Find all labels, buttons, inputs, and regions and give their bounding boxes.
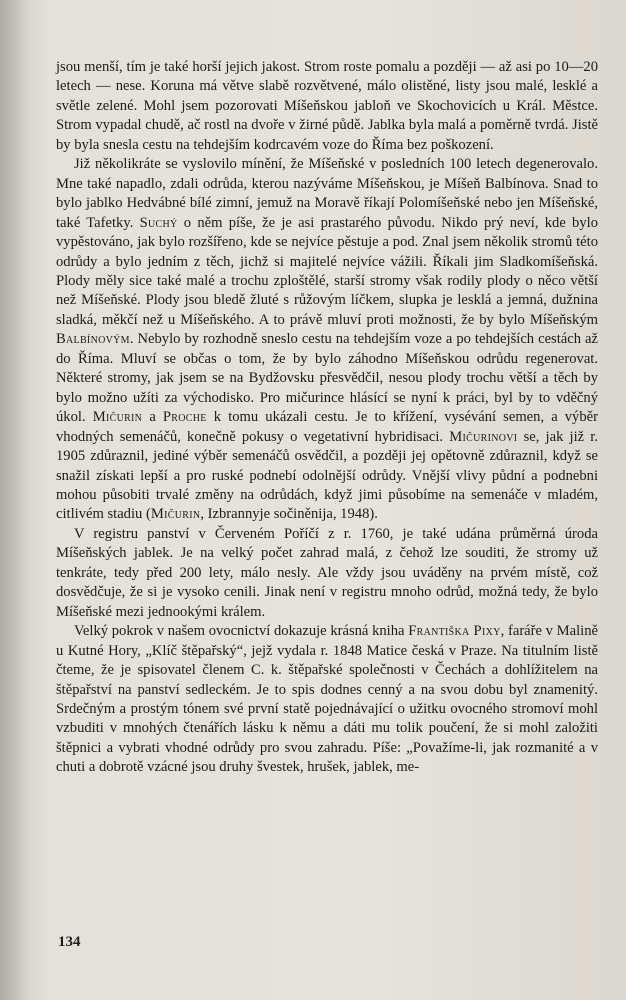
text-run: a <box>142 409 163 426</box>
text-run: , Izbrannyje sočiněnija, 1948). <box>200 506 378 523</box>
paragraph <box>56 622 598 778</box>
body-text <box>56 58 598 778</box>
small-caps-name: Mičurinovi <box>449 428 518 445</box>
paragraph <box>56 155 598 525</box>
page-gutter-shadow <box>0 0 30 1000</box>
paragraph <box>56 525 598 622</box>
small-caps-name: Proche <box>162 409 207 426</box>
page-number: 134 <box>58 934 81 950</box>
paragraph <box>56 58 598 155</box>
text-run: Již několikráte se vyslovilo mínění, že Míšeňské v posledních 100 letech degenerovalo. Mne také napadlo, zdali odrůda, kterou nazýváme Míšeňskou, je Míšeň Balbínova. Snad to bylo jablko Hedvábné bílé zimní, jemuž na Moravě říkají Polomíšeňské nebo jen Míšeňské, také Tafetky. <box>56 156 598 231</box>
text-run: jsou menší, tím je také horší jejich jakost. Strom roste pomalu a později — až asi po 10—20 letech — nese. Koruna má větve slabě rozvětvené, málo olistěné, listy jsou malé, lesklé a světle zelené. Mohl jsem pozorovati Míšeňskou jabloň ve Skochovicích u Král. Městce. Strom vypadal chudě, ač rostl na dvoře v žirné půdě. Jablka byla malá a poměrně tvrdá. Jistě by byla snesla cestu na tehdejším kodrcavém voze do Říma bez poškození. <box>56 59 598 153</box>
text-run: . Nebylo by rozhodně sneslo cestu na tehdejším voze a po tehdejších cestách až do Říma. Mluví se občas o tom, že by bylo záhodno Míšeňskou odrůdu regenerovat. Některé stromy, jak jsem se na Bydžovsku přesvědčil, nesou plody trochu větší a těch by bylo možno užíti za východisko. Pro mičurince hlásící se nyní k práci, byl by to vděčný úkol. <box>56 331 598 426</box>
small-caps-name: Mičurin <box>150 506 201 523</box>
small-caps-name: Suchý <box>139 214 178 231</box>
text-run: o něm píše, že je asi prastarého původu. Nikdo prý neví, kde bylo vypěstováno, jak bylo rozšířeno, kde se nejvíce pěstuje a pod. Znal jsem několik stromů této odrůdy a bylo jedním z těch, jichž si majitelé nejvíce vážili. Říkali jim Sladkomíšeňská. Plody měly sice také malé a trochu zploštělé, starší stromy však rodily plody o něco větší než Míšeňské. Plody jsou bledě žluté s růžovým líčkem, slupka je lesklá a jemná, dužnina sladká, měkčí než u Míšeňského. A to právě mluví proti možnosti, že by bylo Míšeňským <box>56 214 598 328</box>
text-run: se, jak již r. 1905 zdůraznil, jediné výběr semenáčů osvědčil, a později jej opětovně zdůraznil, když se snažil získati lepší a pro ruské podnebí odolnější odrůdy. Vnější vlivy půdní a podnebni mohou působiti trvalé změny na odrůdách, když jimi působíme na semenáče v mladém, citlivém stadiu ( <box>56 428 598 523</box>
small-caps-name: Mičurin <box>92 409 143 426</box>
text-run: V registru panství v Červeném Poříčí z r. 1760, je také udána průměrná úroda Míšeňských jablek. Je na velký počet zahrad malá, z čehož lze souditi, že stromy už tenkráte, tedy před 200 lety, málo nesly. Ale vždy jsou uváděny na prvém místě, což dosvědčuje, že si je vysoko cenili. Jinak není v registru mnoho odrůd, možná tedy, že bylo Míšeňské mezi jednookými králem. <box>56 525 598 620</box>
text-run: , faráře v Malině u Kutné Hory, „Klíč štěpařský“, jejž vydala r. 1848 Matice česká v Praze. Na titulním listě čteme, že je spisovatel členem C. k. štěpařské společnosti v Čechách a dohlížitelem na štěpařství na panství sedleckém. Je to spis dodnes cenný a na svou dobu byl znamenitý. Srdečným a prostým tónem své první statě pojednávající o užitku ovocného stromoví mohl vzbuditi v mnohých čtenářích lásku k němu a dáti mu tolik poučení, že si mohl založiti štěpnici a vybrati vhodné odrůdy pro svou zahradu. Píše: „Považíme-li, jak rozmanité a v chuti a dobrotě vzácné jsou druhy švestek, hrušek, jablek, me- <box>56 623 598 776</box>
text-run: k tomu ukázali cestu. Je to křížení, vysévání semen, a výběr vhodných semenáčů, konečně pokusy o vegetativní hybridisaci. <box>56 409 598 445</box>
small-caps-name: Balbínovým <box>56 331 130 348</box>
small-caps-name: Františka Pixy <box>408 623 501 640</box>
text-run: Velký pokrok v našem ovocnictví dokazuje krásná kniha <box>74 623 409 640</box>
